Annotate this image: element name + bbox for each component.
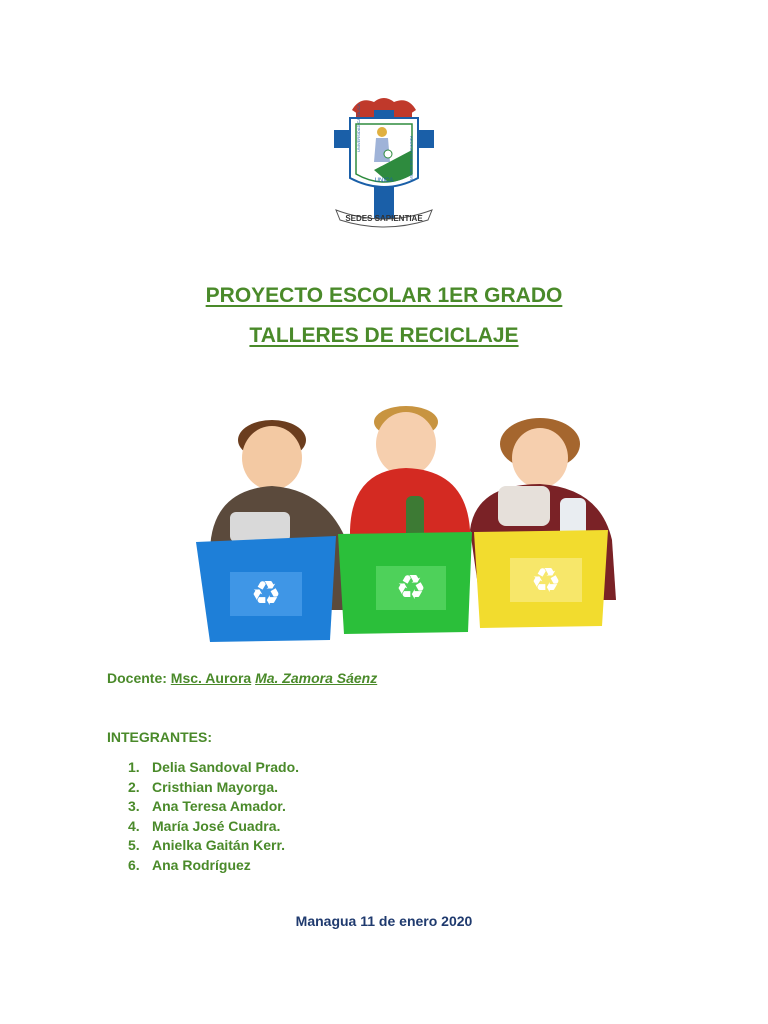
svg-text:UNICA: UNICA [374, 178, 394, 184]
university-logo [330, 92, 438, 232]
list-item: 6. Ana Rodríguez [128, 856, 251, 873]
list-item: 4. María José Cuadra. [128, 817, 281, 834]
svg-text:♻: ♻ [250, 574, 282, 614]
members-list [128, 758, 299, 876]
list-item: 5. Anielka Gaitán Kerr. [128, 837, 286, 854]
svg-text:SEDES SAPIENTIAE: SEDES SAPIENTIAE [345, 214, 423, 223]
project-title: PROYECTO ESCOLAR 1ER GRADO [205, 284, 563, 307]
list-item: 2. Cristhian Mayorga. [128, 778, 279, 795]
teacher-label: Docente: [107, 670, 167, 686]
green-recycling-bin [338, 532, 472, 634]
teacher-line [107, 670, 377, 686]
list-item: 1. Delia Sandoval Prado. [128, 759, 300, 775]
project-subtitle: TALLERES DE RECICLAJE [249, 324, 519, 347]
svg-text:♻: ♻ [530, 561, 562, 601]
recycling-kids-photo [180, 400, 640, 650]
teacher-title: Msc. Aurora [170, 670, 252, 686]
svg-text:REDEMPTORIS MATER: REDEMPTORIS MATER [409, 136, 414, 181]
blue-recycling-bin [196, 536, 336, 642]
teacher-name: Ma. Zamora Sáenz [255, 670, 378, 686]
members-heading: INTEGRANTES: [107, 729, 212, 745]
list-item: 3. Ana Teresa Amador. [128, 798, 286, 815]
yellow-recycling-bin [474, 530, 608, 628]
place-date: Managua 11 de enero 2020 [295, 913, 473, 929]
svg-text:UNIVERSIDAD CATÓLICA: UNIVERSIDAD CATÓLICA [356, 103, 361, 152]
svg-text:♻: ♻ [395, 568, 427, 608]
